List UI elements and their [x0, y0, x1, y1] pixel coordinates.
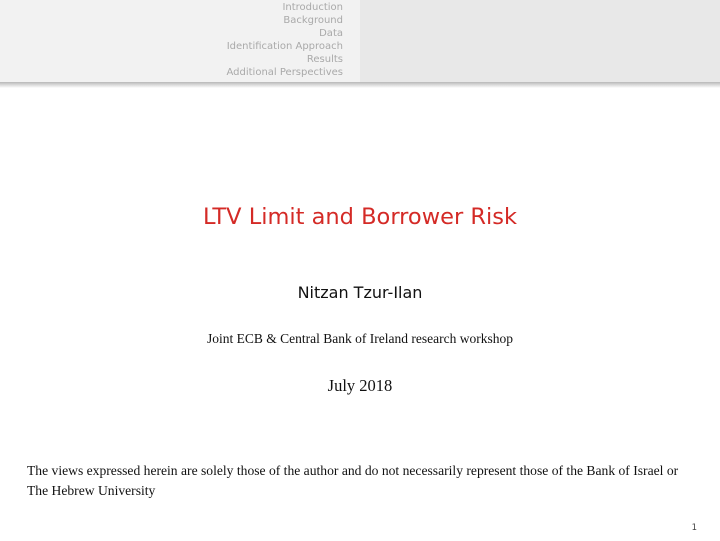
headline-bar — [0, 0, 720, 82]
section-navigation — [0, 0, 360, 82]
nav-section-data[interactable]: Data — [319, 27, 343, 39]
presentation-date: July 2018 — [327, 376, 393, 395]
nav-section-results[interactable]: Results — [306, 53, 343, 65]
presentation-title: LTV Limit and Borrower Risk — [202, 204, 517, 230]
author-name: Nitzan Tzur-Ilan — [297, 283, 423, 302]
institute-line: Joint ECB & Central Bank of Ireland research workshop — [207, 331, 513, 346]
nav-section-additional-perspectives[interactable]: Additional Perspectives — [226, 66, 343, 78]
nav-section-identification-approach[interactable]: Identification Approach — [226, 40, 343, 52]
headline-shadow — [0, 82, 720, 88]
disclaimer-text: The views expressed herein are solely those of the author and do not necessarily represent those of the Bank of Israel or The Hebrew University — [27, 463, 679, 498]
page-number: 1 — [691, 523, 697, 533]
nav-section-background[interactable]: Background — [283, 14, 343, 26]
nav-section-introduction[interactable]: Introduction — [282, 2, 343, 13]
subsection-navigation — [360, 0, 720, 82]
